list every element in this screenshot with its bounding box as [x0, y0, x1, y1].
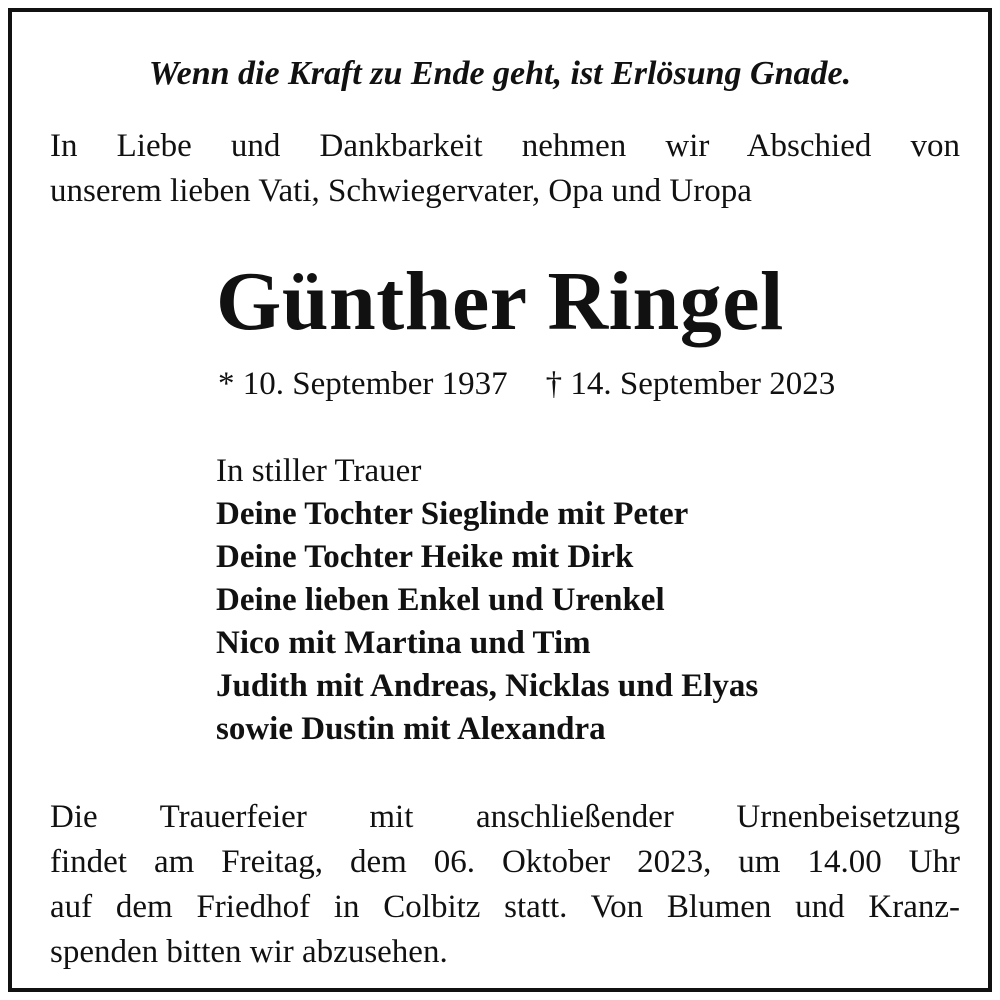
deceased-name: Günther Ringel — [216, 255, 784, 348]
mourners-list — [216, 450, 758, 751]
service-line: Die Trauerfeier mit anschließender Urnenbeisetzung — [50, 799, 960, 835]
service-line: auf dem Friedhof in Colbitz statt. Von Blumen und Kranz- — [50, 889, 960, 925]
mourner-line: sowie Dustin mit Alexandra — [216, 711, 606, 747]
birth-date: * 10. September 1937 — [218, 366, 508, 402]
mourner-line: Nico mit Martina und Tim — [216, 625, 591, 661]
intro-line: In Liebe und Dankbarkeit nehmen wir Abschied von — [50, 128, 960, 164]
intro-paragraph — [50, 124, 960, 214]
mourner-line: Deine Tochter Sieglinde mit Peter — [216, 496, 689, 532]
death-date: † 14. September 2023 — [545, 366, 836, 402]
service-paragraph — [50, 795, 960, 975]
service-line: spenden bitten wir abzusehen. — [50, 934, 448, 970]
mourner-line: Deine lieben Enkel und Urenkel — [216, 582, 665, 618]
intro-line: unserem lieben Vati, Schwiegervater, Opa und Uropa — [50, 173, 752, 209]
service-line: findet am Freitag, dem 06. Oktober 2023, um 14.00 Uhr — [50, 844, 960, 880]
mourner-line: Deine Tochter Heike mit Dirk — [216, 539, 634, 575]
mourner-line: Judith mit Andreas, Nicklas und Elyas — [216, 668, 759, 704]
motto-line: Wenn die Kraft zu Ende geht, ist Erlösung Gnade. — [148, 55, 852, 92]
mourners-lead: In stiller Trauer — [216, 453, 422, 489]
life-dates — [218, 362, 835, 406]
obituary-frame — [8, 8, 992, 992]
